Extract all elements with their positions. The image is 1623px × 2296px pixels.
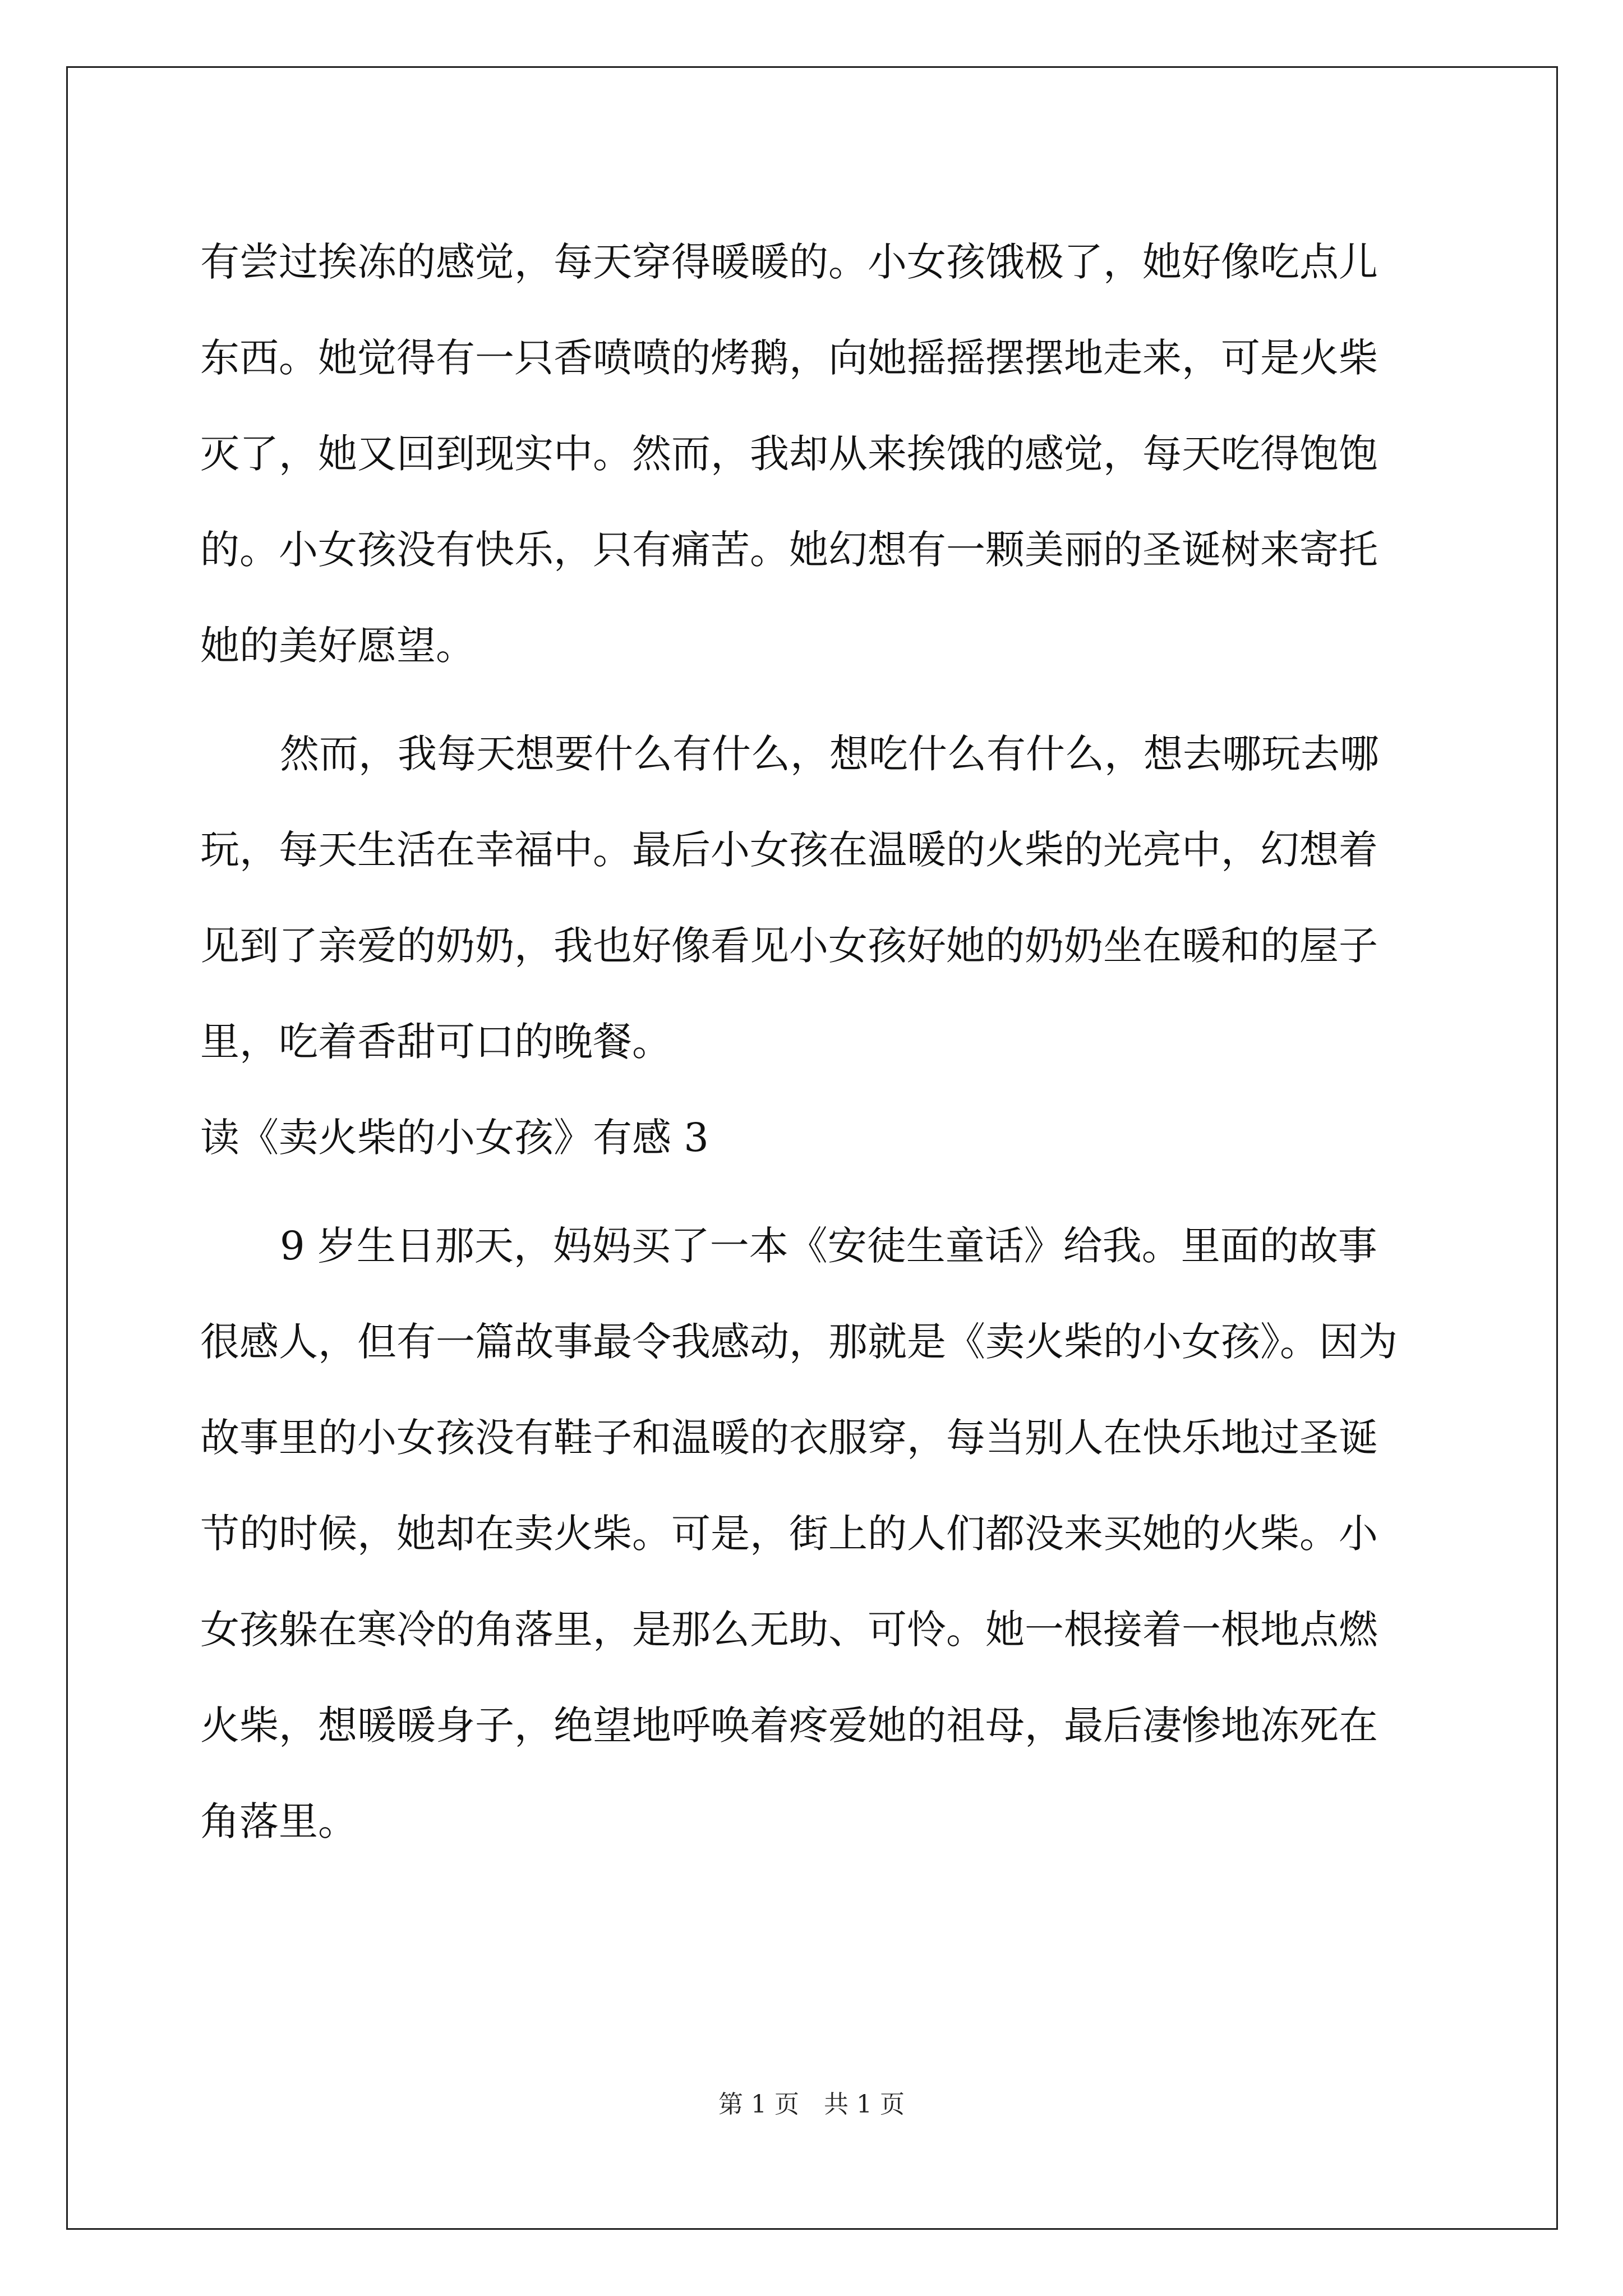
- paragraph-gap: [200, 1186, 1434, 1198]
- text-line: 女孩躲在寒冷的角落里，是那么无助、可怜。她一根接着一根地点燃: [200, 1607, 1378, 1653]
- text-line: 节的时候，她却在卖火柴。可是，街上的人们都没来买她的火柴。小: [200, 1511, 1378, 1557]
- text-line: 灭了，她又回到现实中。然而，我却从来挨饿的感觉，每天吃得饱饱: [200, 431, 1378, 477]
- text-line: 她的美好愿望。: [200, 623, 475, 669]
- text-line: 东西。她觉得有一只香喷喷的烤鹅，向她摇摇摆摆地走来，可是火柴: [200, 335, 1378, 381]
- text-line: 玩，每天生活在幸福中。最后小女孩在温暖的火柴的光亮中，幻想着: [200, 827, 1378, 873]
- page-indicator: 第 1 页 共 1 页: [718, 2090, 905, 2119]
- paragraph: [200, 706, 1434, 1090]
- document-body: [200, 214, 1434, 1870]
- text-line: 里，吃着香甜可口的晚餐。: [200, 1019, 671, 1065]
- text-line: 有尝过挨冻的感觉，每天穿得暖暖的。小女孩饿极了，她好像吃点儿: [200, 239, 1378, 285]
- text-line: 故事里的小女孩没有鞋子和温暖的衣服穿，每当别人在快乐地过圣诞: [200, 1415, 1378, 1461]
- paragraph: [200, 1198, 1434, 1870]
- text-line: 的。小女孩没有快乐，只有痛苦。她幻想有一颗美丽的圣诞树来寄托: [200, 527, 1378, 573]
- section-heading: 读《卖火柴的小女孩》有感 3: [200, 1115, 709, 1161]
- text-line: 火柴，想暖暖身子，绝望地呼唤着疼爱她的祖母，最后凄惨地冻死在: [200, 1703, 1378, 1749]
- text-line: 很感人，但有一篇故事最令我感动，那就是《卖火柴的小女孩》。因为: [200, 1319, 1398, 1365]
- text-line: 见到了亲爱的奶奶，我也好像看见小女孩好她的奶奶坐在暖和的屋子: [200, 923, 1378, 969]
- paragraph-gap: [200, 694, 1434, 706]
- text-line: 然而，我每天想要什么有什么，想吃什么有什么，想去哪玩去哪: [280, 731, 1379, 777]
- page-footer: [0, 2088, 1623, 2122]
- text-line: 9 岁生日那天，妈妈买了一本《安徒生童话》给我。里面的故事: [280, 1223, 1377, 1269]
- text-line: 角落里。: [200, 1798, 357, 1844]
- paragraph: [200, 214, 1434, 694]
